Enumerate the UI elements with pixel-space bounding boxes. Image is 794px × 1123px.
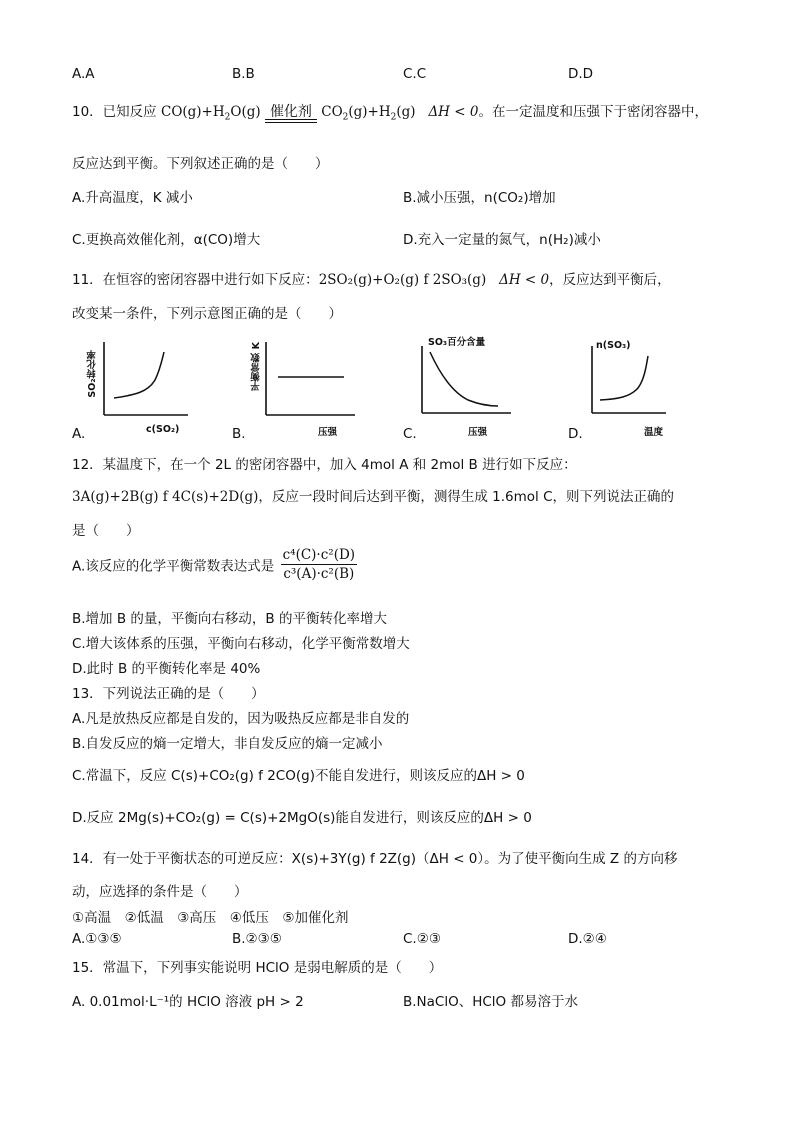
curve xyxy=(114,352,164,398)
q10-stem xyxy=(72,100,708,123)
equilibrium-constant-fraction: $\frac{\text{c⁴(C)·c²(D)}}{\text{c³(A)·c²(B)}}$ xyxy=(282,547,356,582)
q10-option-c: C.更换高效催化剂，α(CO)增大 xyxy=(72,232,261,248)
q11-equation: 2SO₂(g)+O₂(g) f 2SO₃(g) xyxy=(318,272,487,288)
curve xyxy=(430,352,498,406)
q11-graph-c-letter: C. xyxy=(403,426,417,442)
q11-graph-a xyxy=(100,340,190,418)
q11-stem: 11．在恒容的密闭容器中进行如下反应：2SO₂(g)+O₂(g) f 2SO₃(g) ΔH < 0，反应达到平衡后， xyxy=(72,272,671,288)
q11-graph-c xyxy=(418,344,513,416)
q13-option-d: D.反应 2Mg(s)+CO₂(g) = C(s)+2MgO(s)能自发进行，则该反应的ΔH > 0 xyxy=(72,810,532,826)
q10-option-d: D.充入一定量的氮气，n(H₂)减小 xyxy=(403,232,601,248)
curve xyxy=(600,356,648,400)
q13-option-a: A.凡是放热反应都是自发的，因为吸热反应都是非自发的 xyxy=(72,711,410,727)
q14-conditions: ①高温 ②低温 ③高压 ④低压 ⑤加催化剂 xyxy=(72,910,349,926)
q11-graph-a-ylabel: SO₂转化率 xyxy=(87,350,98,398)
q14-stem: 14．有一处于平衡状态的可逆反应：X(s)+3Y(g) f 2Z(g)（ΔH < 0）。为了使平衡向生成 Z 的方向移 xyxy=(72,851,678,867)
q10-reactants: $CO(g)+H_2O(g)$ xyxy=(160,104,261,123)
q9-option-b: B.B xyxy=(232,66,255,82)
q11-graph-a-xlabel: c(SO₂) xyxy=(146,424,180,435)
q11-graph-c-ylabel: SO₃百分含量 xyxy=(428,337,486,348)
q14-line2: 动，应选择的条件是（ ） xyxy=(72,884,248,900)
q9-option-a: A.A xyxy=(72,66,95,82)
q11-graph-d-xlabel: 温度 xyxy=(644,427,664,438)
q13-option-c: C.常温下，反应 C(s)+CO₂(g) f 2CO(g)不能自发进行，则该反应的ΔH > 0 xyxy=(72,768,525,784)
q11-graph-a-letter: A. xyxy=(72,426,86,442)
q12-option-c: C.增大该体系的压强，平衡向右移动，化学平衡常数增大 xyxy=(72,636,410,652)
q11-graph-b-xlabel: 压强 xyxy=(318,427,338,438)
q10-option-b: B.减小压强，n(CO₂)增加 xyxy=(403,190,556,206)
q10-tail: 。在一定温度和压强下于密闭容器中， xyxy=(478,104,708,120)
q11-graph-b xyxy=(262,340,357,418)
q12-line2: 3A(g)+2B(g) f 4C(s)+2D(g)，反应一段时间后达到平衡，测得生成 1.6mol C，则下列说法正确的 xyxy=(72,489,675,505)
q11-graph-d-ylabel: n(SO₃) xyxy=(596,340,631,351)
q10-number: 10．已知反应 xyxy=(72,104,157,120)
q11-graph-d xyxy=(588,344,668,416)
q15-option-b: B.NaClO、HClO 都易溶于水 xyxy=(403,994,578,1010)
q10-enthalpy: ΔH < 0 xyxy=(428,104,479,120)
q11-graph-b-letter: B. xyxy=(232,426,246,442)
q10-line2: 反应达到平衡。下列叙述正确的是（ ） xyxy=(72,156,329,172)
q9-option-d: D.D xyxy=(568,66,594,82)
q11-graph-d-letter: D. xyxy=(568,426,583,442)
q11-line2: 改变某一条件，下列示意图正确的是（ ） xyxy=(72,306,342,322)
q11-graph-c-xlabel: 压强 xyxy=(468,427,488,438)
q12-option-d: D.此时 B 的平衡转化率是 40% xyxy=(72,661,261,677)
q10-products: $CO_2(g)+H_2(g)$ xyxy=(321,104,416,123)
q10-catalyst-arrow: 催化剂 xyxy=(265,105,317,123)
q9-option-c: C.C xyxy=(403,66,427,82)
q12-line3: 是（ ） xyxy=(72,523,140,539)
q15-stem: 15．常温下，下列事实能说明 HClO 是弱电解质的是（ ） xyxy=(72,960,443,976)
q14-option-a: A.①③⑤ xyxy=(72,931,122,947)
q12-equation: 3A(g)+2B(g) f 4C(s)+2D(g) xyxy=(72,489,259,505)
q12-option-b: B.增加 B 的量，平衡向右移动，B 的平衡转化率增大 xyxy=(72,611,387,627)
q13-stem: 13．下列说法正确的是（ ） xyxy=(72,686,265,702)
q14-option-c: C.②③ xyxy=(403,931,441,947)
q15-option-a: A. 0.01mol·L⁻¹的 HClO 溶液 pH > 2 xyxy=(72,994,304,1010)
q11-enthalpy: ΔH < 0 xyxy=(499,272,550,288)
q12-option-a: A.该反应的化学平衡常数表达式是 $\frac{\text{c⁴(C)·c²(D)}}{\text{c³(A)·c²(B)}}$ xyxy=(72,547,356,582)
q12-line1: 12．某温度下，在一个 2L 的密闭容器中，加入 4mol A 和 2mol B 进行如下反应： xyxy=(72,457,577,473)
q10-option-a: A.升高温度，K 减小 xyxy=(72,190,193,206)
q14-option-b: B.②③⑤ xyxy=(232,931,282,947)
q14-option-d: D.②④ xyxy=(568,931,607,947)
q13-option-b: B.自发反应的熵一定增大，非自发反应的熵一定减小 xyxy=(72,736,383,752)
q11-graph-b-ylabel: 平衡常数 K xyxy=(251,342,262,391)
